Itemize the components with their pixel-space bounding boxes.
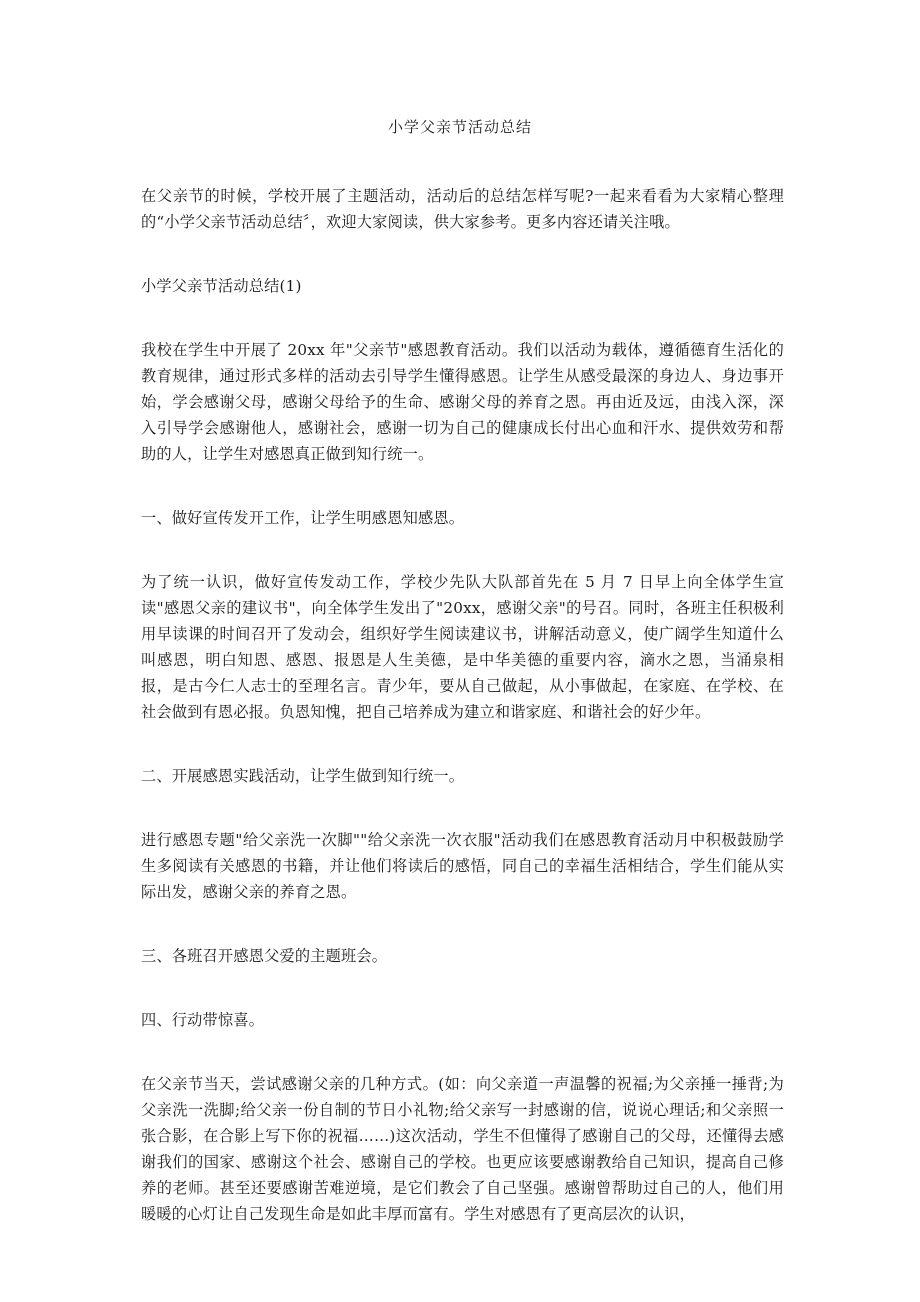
section-1-heading: 一、做好宣传发开工作，让学生明感恩知感恩。 [141, 509, 465, 527]
paragraph-1: 我校在学生中开展了 20xx 年"父亲节"感恩教育活动。我们以活动为载体，遵循德育生活化的教育规律，通过形式多样的活动去引导学生懂得感恩。让学生从感受最深的身边人、身边事开始，学会感谢父母，感谢父母给予的生命、感谢父母的养育之恩。再由近及远，由浅入深，深入引导学会感谢他人，感谢社会，感谢一切为自己的健康成长付出心血和汗水、提供效劳和帮助的人，让学生对感恩真正做到知行统一。 [141, 341, 784, 463]
section-1-body: 为了统一认识，做好宣传发动工作，学校少先队大队部首先在 5 月 7 日早上向全体学生宣读"感恩父亲的建议书"，向全体学生发出了"20xx，感谢父亲"的号召。同时，各班主任积极利用早读课的时间召开了发动会，组织好学生阅读建议书，讲解活动意义，使广阔学生知道什么叫感恩，明白知恩、感恩、报恩是人生美德，是中华美德的重要内容，滴水之恩，当涌泉相报，是古今仁人志士的至理名言。青少年，要从自己做起，从小事做起，在家庭、在学校、在社会做到有恩必报。负恩知愧，把自己培养成为建立和谐家庭、和谐社会的好少年。 [141, 573, 784, 721]
document-body [141, 183, 784, 1227]
section-2-body: 进行感恩专题"给父亲洗一次脚""给父亲洗一次衣服"活动我们在感恩教育活动月中积极鼓励学生多阅读有关感恩的书籍，并让他们将读后的感悟，同自己的幸福生活相结合，学生们能从实际出发，感谢父亲的养育之恩。 [141, 831, 784, 901]
subtitle: 小学父亲节活动总结(1) [141, 277, 302, 295]
section-4-body: 在父亲节当天，尝试感谢父亲的几种方式。(如：向父亲道一声温馨的祝福;为父亲捶一捶背;为父亲洗一洗脚;给父亲一份自制的节日小礼物;给父亲写一封感谢的信，说说心理话;和父亲照一张合影，在合影上写下你的祝福……)这次活动，学生不但懂得了感谢自己的父母，还懂得去感谢我们的国家、感谢这个社会、感谢自己的学校。也更应该要感谢教给自己知识，提高自己修养的老师。甚至还要感谢苦难逆境，是它们教会了自己坚强。感谢曾帮助过自己的人，他们用暖暖的心灯让自己发现生命是如此丰厚而富有。学生对感恩有了更高层次的认识， [141, 1075, 784, 1223]
section-2-heading: 二、开展感恩实践活动，让学生做到知行统一。 [141, 767, 465, 785]
document-title: 小学父亲节活动总结 [387, 118, 532, 136]
intro-paragraph: 在父亲节的时候，学校开展了主题活动，活动后的总结怎样写呢?一起来看看为大家精心整理的“小学父亲节活动总结〞，欢迎大家阅读，供大家参考。更多内容还请关注哦。 [141, 187, 784, 231]
section-4-heading: 四、行动带惊喜。 [141, 1011, 265, 1029]
section-3-heading: 三、各班召开感恩父爱的主题班会。 [141, 947, 388, 965]
